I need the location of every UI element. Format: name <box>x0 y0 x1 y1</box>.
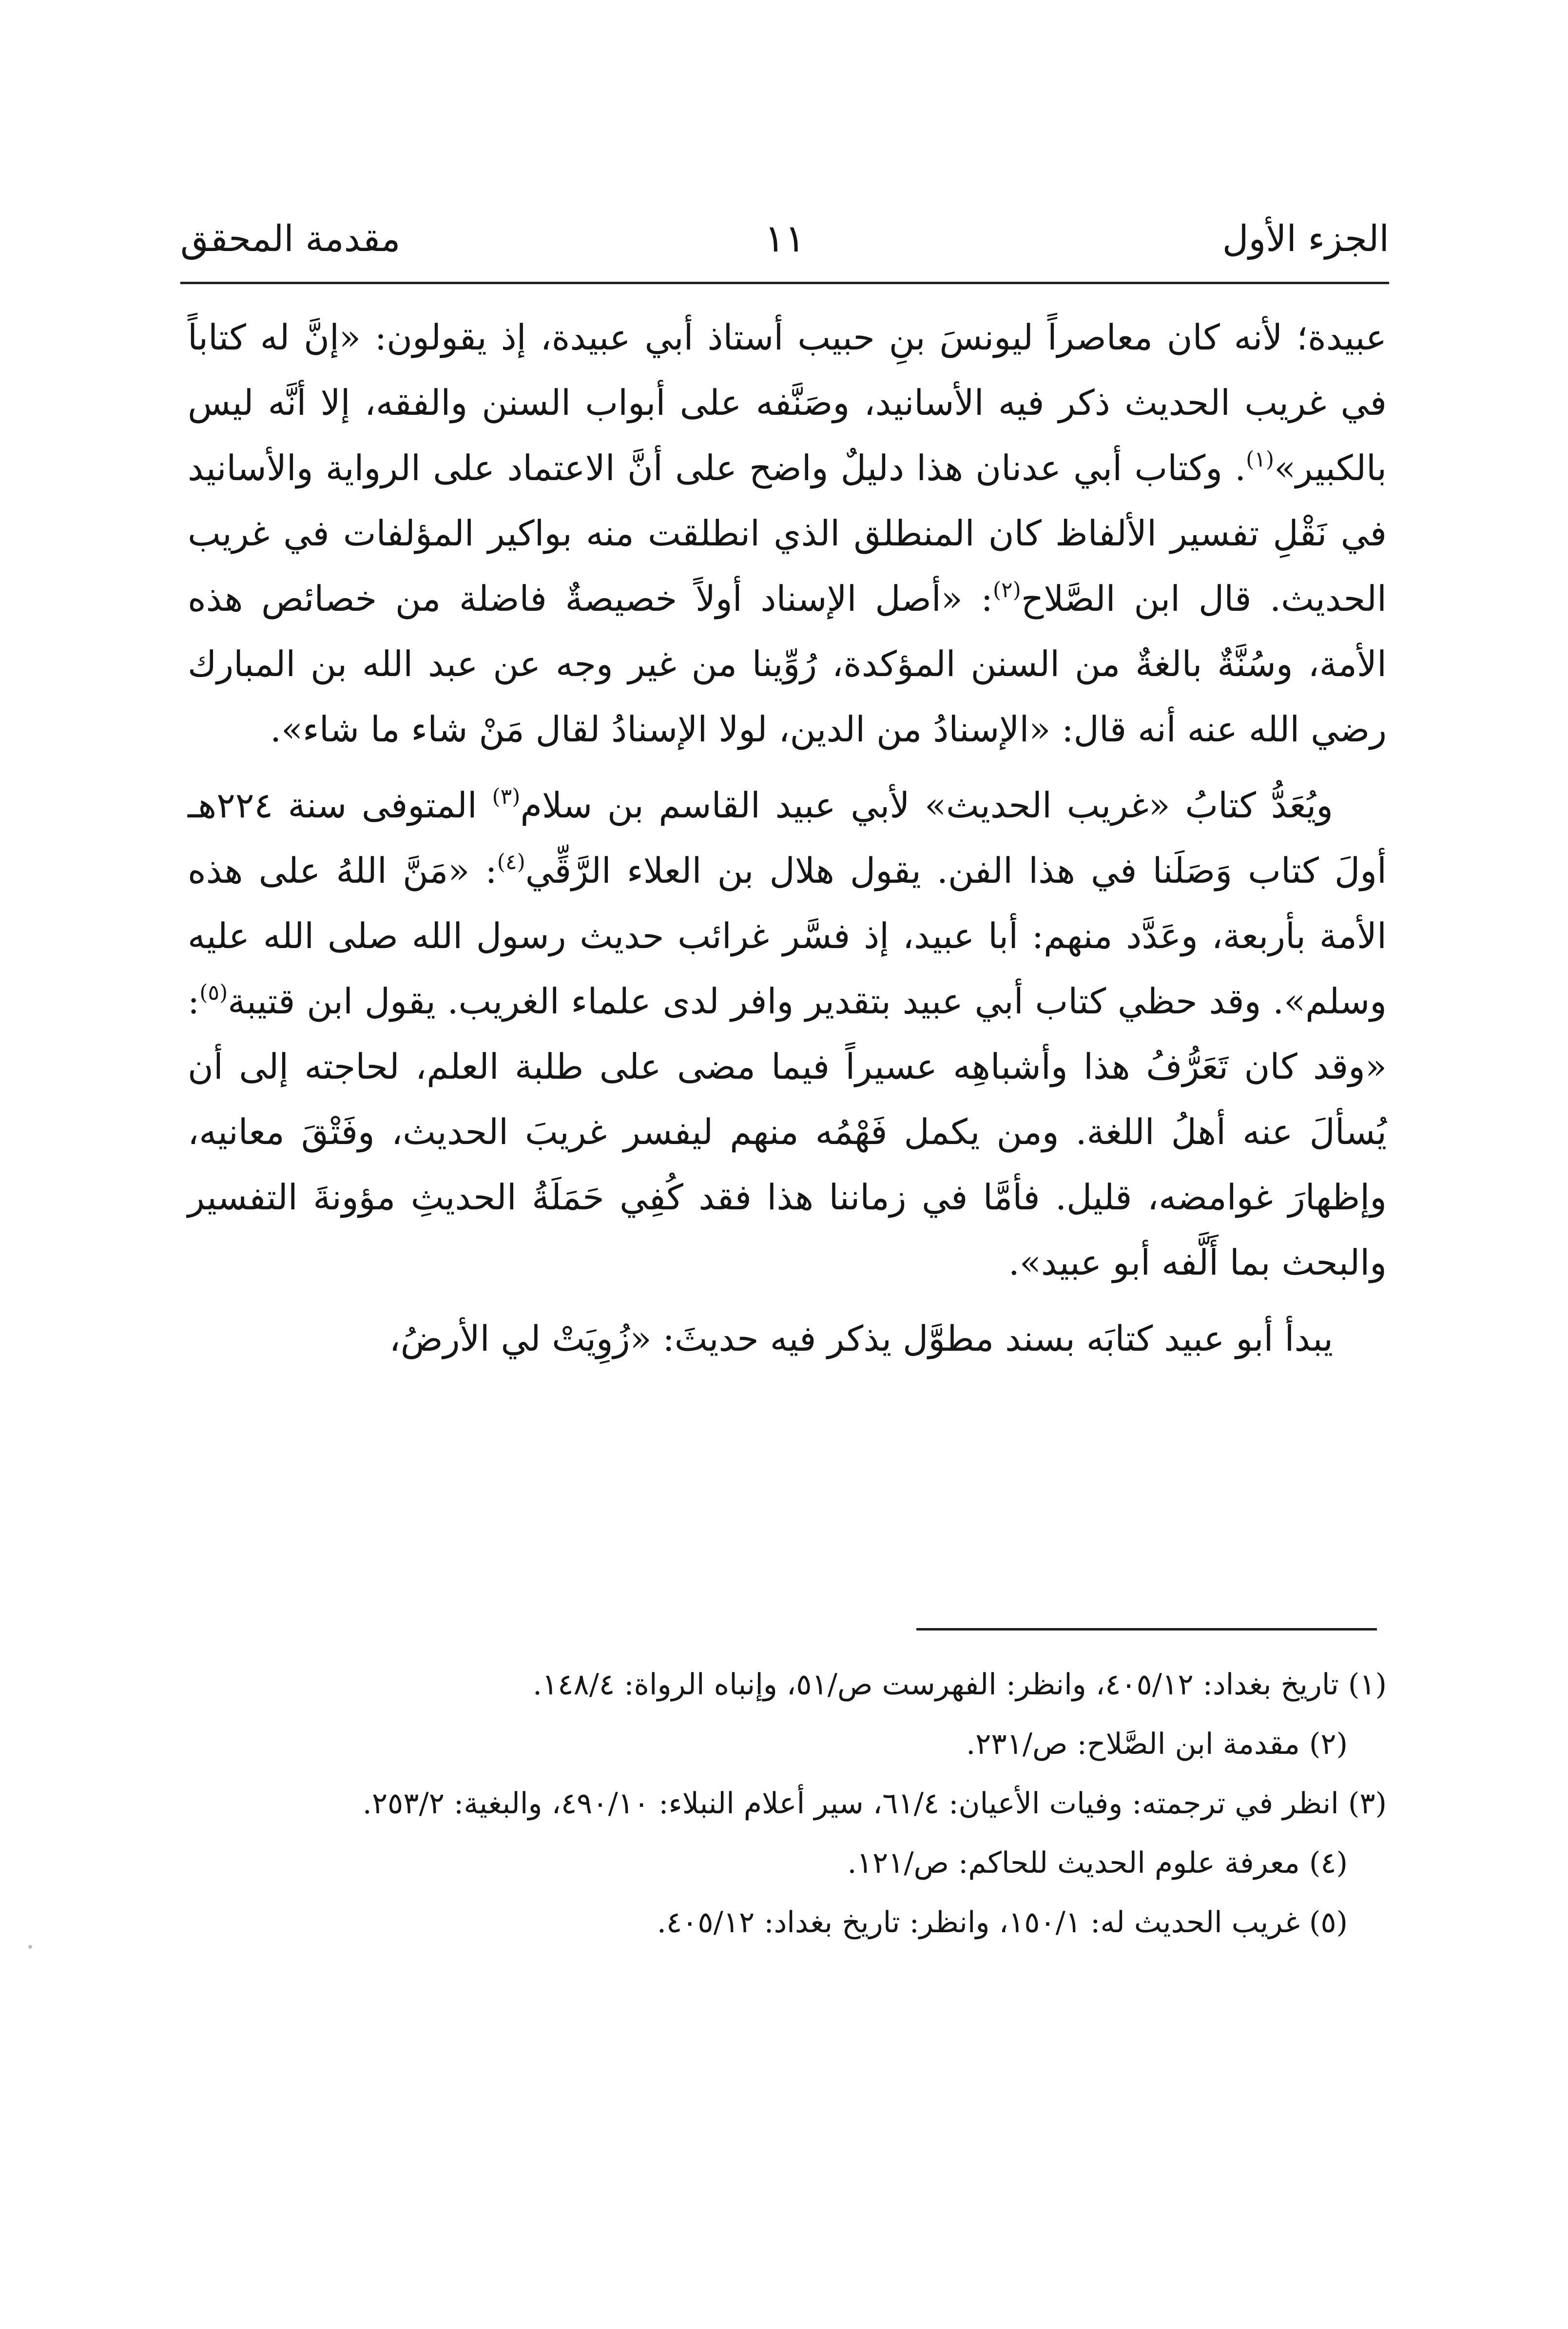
footnote-ref-5: (٥) <box>199 980 228 1005</box>
footnotes <box>193 1657 1387 1955</box>
paragraph-3-text: يبدأ أبو عبيد كتابَه بسند مطوَّل يذكر فيه حديثَ: «زُوِيَتْ لي الأرضُ، <box>389 1318 1333 1359</box>
scan-speck <box>28 1945 32 1949</box>
footnote-ref-4: (٤) <box>497 850 525 874</box>
page-number: ١١ <box>764 217 805 261</box>
paragraph-2-text-b: المتوفى سنة ٢٢٤هـ أولَ كتاب وَصَلَنا في هذا الفن. يقول هلال بن العلاء الرَّقِّي <box>188 785 1387 891</box>
paragraph-1 <box>188 305 1387 762</box>
footnote-ref-2: (٢) <box>992 578 1021 602</box>
paragraph-1-text-b: . وكتاب أبي عدنان هذا دليلٌ واضح على أنَّ الاعتماد على الرواية والأسانيد في نَقْلِ تفسير الألفاظ كان المنطلق الذي انطلقت منه بواكير المؤلفات في غريب الحديث. قال ابن الصَّلاح <box>188 447 1387 619</box>
paragraph-1-text-a: عبيدة؛ لأنه كان معاصراً ليونسَ بنِ حبيب أستاذ أبي عبيدة، إذ يقولون: «إنَّ له كتاباً في غريب الحديث ذكر فيه الأسانيد، وصَنَّفه على أبواب السنن والفقه، إلا أنَّه ليس بالكبير» <box>188 317 1387 488</box>
footnote-3: (٣) انظر في ترجمته: وفيات الأعيان: ٦١/٤، سير أعلام النبلاء: ٤٩٠/١٠، والبغية: ٢٥٣/٢. <box>362 1786 1387 1821</box>
footnote-2: (٢) مقدمة ابن الصَّلاح: ص/٢٣١. <box>966 1727 1348 1761</box>
paragraph-2-text-a: ويُعَدُّ كتابُ «غريب الحديث» لأبي عبيد القاسم بن سلام <box>520 785 1334 826</box>
paragraph-1-text-c: : «أصل الإسناد أولاً خصيصةٌ فاضلة من خصائص هذه الأمة، وسُنَّةٌ بالغةٌ من السنن المؤكدة، رُوِّينا من غير وجه عن عبد الله بن المبارك رضي الله عنه أنه قال: «الإسنادُ من الدين، لولا الإسنادُ لقال مَنْ شاء ما شاء». <box>188 578 1387 750</box>
footnote-5: (٥) غريب الحديث له: ١٥٠/١، وانظر: تاريخ بغداد: ٤٠٥/١٢. <box>657 1905 1348 1940</box>
footnote-4: (٤) معرفة علوم الحديث للحاكم: ص/١٢١. <box>847 1846 1348 1880</box>
paragraph-2 <box>188 773 1387 1295</box>
volume-label: الجزء الأول <box>1222 218 1389 260</box>
main-text <box>188 305 1387 1371</box>
section-label: مقدمة المحقق <box>180 218 401 260</box>
running-header <box>180 207 1389 271</box>
footnote-separator <box>916 1628 1377 1630</box>
footnote-1: (١) تاريخ بغداد: ٤٠٥/١٢، وانظر: الفهرست ص/٥١، وإنباه الرواة: ١٤٨/٤. <box>532 1668 1387 1702</box>
paragraph-3 <box>188 1306 1387 1371</box>
paragraph-2-text-c: : «مَنَّ اللهُ على هذه الأمة بأربعة، وعَدَّد منهم: أبا عبيد، إذ فسَّر غرائب حديث رسول الله صلى الله عليه وسلم». وقد حظي كتاب أبي عبيد بتقدير وافر لدى علماء الغريب. يقول ابن قتيبة <box>188 850 1387 1022</box>
footnote-ref-3: (٣) <box>492 784 521 809</box>
paragraph-2-text-d: : «وقد كان تَعَرُّفُ هذا وأشباهِه عسيراً فيما مضى على طلبة العلم، لحاجته إلى أن يُسألَ عنه أهلُ اللغة. ومن يكمل فَهْمُه منهم ليفسر غريبَ الحديث، وفَتْقَ معانيه، وإظهارَ غوامضه، قليل. فأمَّا في زماننا هذا فقد كُفِي حَمَلَةُ الحديثِ مؤونةَ التفسير والبحث بما أَلَّفه أبو عبيد». <box>188 981 1387 1283</box>
footnote-ref-1: (١) <box>1246 447 1275 472</box>
header-rule <box>180 282 1389 284</box>
